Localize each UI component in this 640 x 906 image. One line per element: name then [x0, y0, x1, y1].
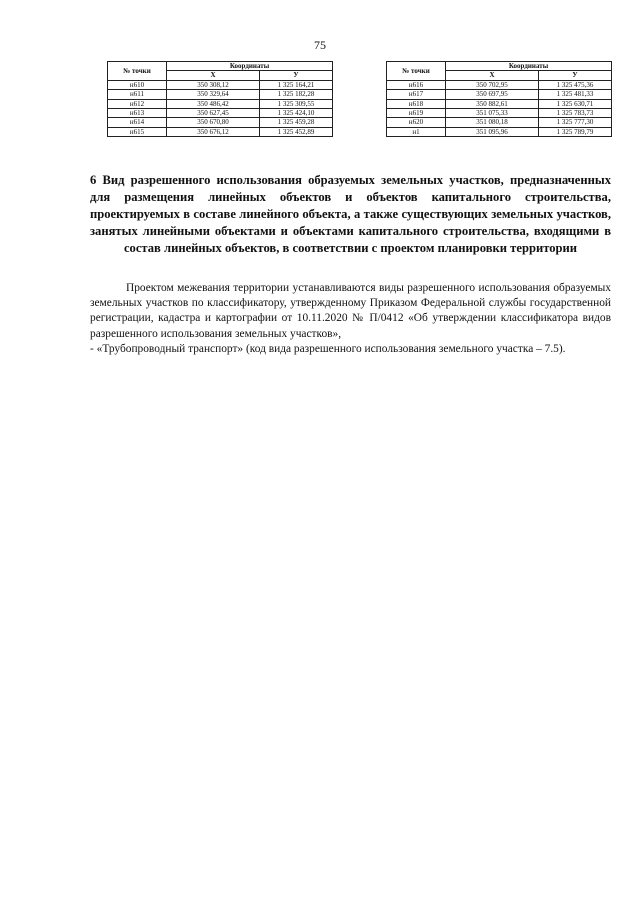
point-number-header: № точки	[108, 62, 167, 81]
table-row	[108, 127, 333, 136]
x-value: 350 670,80	[167, 118, 260, 127]
y-value: 1 325 630,71	[539, 99, 612, 108]
x-value: 351 095,96	[446, 127, 539, 136]
y-value: 1 325 452,89	[260, 127, 333, 136]
table-row	[387, 80, 612, 89]
point-id: н615	[108, 127, 167, 136]
table-row	[108, 80, 333, 89]
y-value: 1 325 777,30	[539, 118, 612, 127]
table-row	[108, 99, 333, 108]
y-value: 1 325 309,55	[260, 99, 333, 108]
x-value: 350 486,42	[167, 99, 260, 108]
point-id: н1	[387, 127, 446, 136]
coordinates-table-left	[107, 61, 333, 137]
table-row	[387, 90, 612, 99]
point-id: н617	[387, 90, 446, 99]
body-paragraph: Проектом межевания территории устанавливаются виды разрешенного использования образуемых земельных участков по классификатору, утвержденному Приказом Федеральной службы государственной регистрации, кадастра и картографии от 10.11.2020 № П/0412 «Об утверждении классификатора видов разрешенного использования земельных участков»,	[90, 282, 611, 340]
x-value: 350 308,12	[167, 80, 260, 89]
body-paragraph: - «Трубопроводный транспорт» (код вида разрешенного использования земельного участка – 7.5).	[90, 342, 566, 355]
table-row	[387, 99, 612, 108]
page-number: 75	[314, 38, 326, 52]
point-id: н616	[387, 80, 446, 89]
section-heading: 6 Вид разрешенного использования образуемых земельных участков, предназначенных для размещения линейных объектов и объектов капитального строительства, проектируемых в составе линейного объекта, а также существующих земельных участков, занятых линейными объектами и объектами капитального строительства, входящими в состав линейных объектов, в соответствии с проектом планировки территории	[90, 173, 611, 255]
y-value: 1 325 475,36	[539, 80, 612, 89]
y-value: 1 325 459,28	[260, 118, 333, 127]
table-row	[387, 109, 612, 118]
x-value: 351 080,18	[446, 118, 539, 127]
y-header: У	[260, 71, 333, 80]
x-value: 350 329,64	[167, 90, 260, 99]
table-row	[387, 118, 612, 127]
point-number-header: № точки	[387, 62, 446, 81]
x-value: 350 676,12	[167, 127, 260, 136]
y-value: 1 325 164,21	[260, 80, 333, 89]
y-value: 1 325 783,73	[539, 109, 612, 118]
x-header: X	[446, 71, 539, 80]
y-value: 1 325 424,10	[260, 109, 333, 118]
x-value: 350 882,61	[446, 99, 539, 108]
x-header: X	[167, 71, 260, 80]
point-id: н613	[108, 109, 167, 118]
section-body	[90, 281, 611, 357]
y-value: 1 325 789,79	[539, 127, 612, 136]
point-id: н610	[108, 80, 167, 89]
x-value: 350 697,95	[446, 90, 539, 99]
y-value: 1 325 182,28	[260, 90, 333, 99]
point-id: н618	[387, 99, 446, 108]
x-value: 350 702,95	[446, 80, 539, 89]
point-id: н619	[387, 109, 446, 118]
coordinates-header: Координаты	[167, 62, 333, 71]
table-row	[108, 90, 333, 99]
x-value: 350 627,45	[167, 109, 260, 118]
point-id: н611	[108, 90, 167, 99]
point-id: н614	[108, 118, 167, 127]
y-value: 1 325 481,33	[539, 90, 612, 99]
coordinates-header: Координаты	[446, 62, 612, 71]
table-row	[108, 109, 333, 118]
table-row	[387, 127, 612, 136]
coordinates-table-right	[386, 61, 612, 137]
point-id: н620	[387, 118, 446, 127]
point-id: н612	[108, 99, 167, 108]
y-header: У	[539, 71, 612, 80]
x-value: 351 075,33	[446, 109, 539, 118]
table-row	[108, 118, 333, 127]
